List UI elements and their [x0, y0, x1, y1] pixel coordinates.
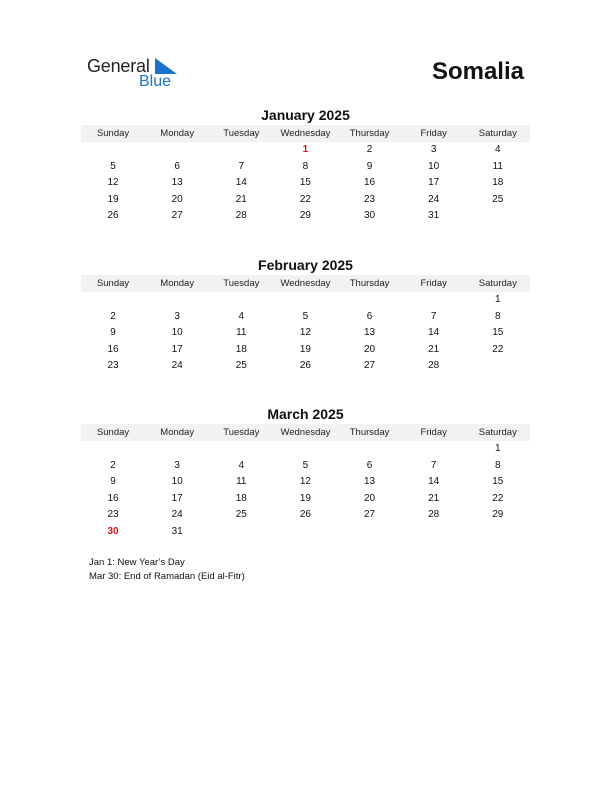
- day-cell: 6: [366, 459, 373, 471]
- days-grid: [81, 441, 530, 541]
- weekday-label: Monday: [160, 128, 195, 139]
- day-cell: 5: [110, 160, 116, 172]
- empty-day-cell: [209, 441, 273, 458]
- month-title: March 2025: [267, 406, 344, 422]
- day-cell: 18: [235, 343, 247, 355]
- empty-day-cell: [338, 524, 402, 541]
- empty-day-cell: [81, 142, 145, 159]
- day-cell: 12: [107, 177, 119, 189]
- day-cell: 8: [302, 160, 309, 172]
- day-cell: 2: [366, 144, 373, 155]
- day-cell: 13: [171, 177, 183, 189]
- day-cell: 2: [110, 459, 116, 471]
- day-cell: 25: [235, 509, 247, 521]
- day-cell: 27: [364, 360, 376, 372]
- day-cell: 10: [171, 327, 183, 339]
- day-cell: 14: [428, 476, 440, 488]
- day-cell: 15: [492, 476, 504, 488]
- day-cell: 26: [299, 360, 311, 372]
- weekday-header: [81, 275, 530, 292]
- month-title: February 2025: [258, 257, 353, 273]
- empty-day-cell: [466, 358, 530, 375]
- day-cell: 21: [235, 193, 247, 205]
- day-cell: 17: [428, 177, 440, 189]
- day-cell: 1: [302, 144, 309, 155]
- weekday-label: Tuesday: [223, 427, 260, 438]
- holiday-note: Mar 30: End of Ramadan (Eid al-Fitr): [89, 570, 245, 582]
- weekday-label: Sunday: [96, 278, 130, 289]
- weekday-label: Wednesday: [280, 278, 331, 289]
- month-block: [81, 405, 530, 541]
- day-cell: 8: [495, 310, 501, 322]
- day-cell: 12: [299, 476, 311, 488]
- weekday-label: Saturday: [478, 278, 517, 289]
- empty-day-cell: [209, 292, 273, 309]
- day-cell: 3: [174, 459, 180, 471]
- day-cell: 1: [495, 443, 501, 454]
- day-cell: 16: [107, 492, 119, 504]
- day-cell: 17: [171, 492, 183, 504]
- day-cell: 19: [107, 193, 119, 205]
- weekday-label: Wednesday: [280, 427, 331, 438]
- day-cell: 26: [299, 509, 311, 521]
- empty-day-cell: [402, 524, 466, 541]
- generalblue-logo: [87, 56, 187, 94]
- day-cell: 30: [107, 525, 119, 537]
- day-cell: 17: [171, 343, 183, 355]
- day-cell: 1: [495, 294, 501, 305]
- day-cell: 28: [235, 210, 247, 222]
- day-cell: 7: [430, 310, 437, 322]
- weekday-label: Monday: [160, 427, 195, 438]
- day-cell: 23: [107, 509, 119, 521]
- day-cell: 24: [428, 193, 440, 205]
- empty-day-cell: [273, 441, 337, 458]
- empty-day-cell: [338, 292, 402, 309]
- day-cell: 2: [110, 310, 116, 322]
- month-title: January 2025: [261, 107, 350, 123]
- day-cell: 18: [235, 492, 247, 504]
- day-cell: 19: [299, 343, 311, 355]
- day-cell: 27: [171, 210, 183, 222]
- weekday-label: Sunday: [96, 128, 130, 139]
- day-cell: 30: [364, 210, 376, 222]
- day-cell: 31: [171, 525, 183, 537]
- day-cell: 7: [430, 459, 437, 471]
- day-cell: 4: [238, 310, 245, 322]
- days-grid: [81, 142, 530, 225]
- month-block: [81, 256, 530, 375]
- weekday-label: Saturday: [478, 128, 517, 139]
- day-cell: 22: [492, 492, 504, 504]
- day-cell: 3: [430, 144, 437, 155]
- day-cell: 15: [492, 327, 504, 339]
- weekday-label: Tuesday: [223, 278, 260, 289]
- day-cell: 23: [107, 360, 119, 372]
- weekday-label: Sunday: [96, 427, 130, 438]
- day-cell: 13: [364, 476, 376, 488]
- day-cell: 9: [366, 160, 373, 172]
- day-cell: 15: [299, 177, 311, 189]
- day-cell: 29: [299, 210, 311, 222]
- day-cell: 26: [107, 210, 119, 222]
- day-cell: 11: [236, 327, 247, 339]
- holiday-notes: [89, 556, 245, 583]
- day-cell: 20: [364, 343, 376, 355]
- day-cell: 14: [235, 177, 247, 189]
- weekday-label: Monday: [160, 278, 195, 289]
- day-cell: 6: [366, 310, 373, 322]
- day-cell: 20: [364, 492, 376, 504]
- empty-day-cell: [402, 441, 466, 458]
- weekday-header: [81, 125, 530, 142]
- day-cell: 19: [299, 492, 311, 504]
- day-cell: 8: [495, 459, 501, 471]
- day-cell: 25: [235, 360, 247, 372]
- weekday-label: Saturday: [478, 427, 517, 438]
- day-cell: 14: [428, 327, 440, 339]
- logo-text-blue: Blue: [139, 73, 172, 90]
- day-cell: 21: [428, 343, 440, 355]
- weekday-label: Thursday: [349, 278, 390, 289]
- day-cell: 4: [495, 144, 501, 155]
- empty-day-cell: [402, 292, 466, 309]
- empty-day-cell: [273, 524, 337, 541]
- weekday-label: Friday: [420, 278, 447, 289]
- empty-day-cell: [338, 441, 402, 458]
- day-cell: 20: [171, 193, 183, 205]
- day-cell: 22: [299, 193, 311, 205]
- day-cell: 3: [174, 310, 180, 322]
- day-cell: 9: [110, 327, 116, 339]
- day-cell: 24: [171, 509, 183, 521]
- day-cell: 16: [364, 177, 376, 189]
- weekday-label: Wednesday: [280, 128, 331, 139]
- day-cell: 11: [492, 160, 503, 172]
- weekday-label: Tuesday: [223, 128, 260, 139]
- month-block: [81, 106, 530, 225]
- weekday-label: Friday: [420, 128, 447, 139]
- day-cell: 5: [302, 459, 309, 471]
- empty-day-cell: [273, 292, 337, 309]
- day-cell: 16: [107, 343, 119, 355]
- holiday-note: Jan 1: New Year’s Day: [89, 557, 185, 568]
- weekday-label: Thursday: [349, 128, 390, 139]
- day-cell: 23: [364, 193, 376, 205]
- day-cell: 31: [428, 210, 440, 222]
- day-cell: 12: [299, 327, 311, 339]
- weekday-label: Friday: [420, 427, 447, 438]
- day-cell: 24: [171, 360, 183, 372]
- day-cell: 9: [110, 476, 116, 488]
- day-cell: 22: [492, 343, 504, 355]
- days-grid: [81, 292, 530, 375]
- empty-day-cell: [209, 142, 273, 159]
- day-cell: 10: [171, 476, 183, 488]
- empty-day-cell: [145, 292, 209, 309]
- empty-day-cell: [145, 441, 209, 458]
- weekday-label: Thursday: [349, 427, 390, 438]
- day-cell: 27: [364, 509, 376, 521]
- day-cell: 7: [238, 160, 245, 172]
- empty-day-cell: [466, 208, 530, 225]
- empty-day-cell: [81, 441, 145, 458]
- day-cell: 28: [428, 509, 440, 521]
- day-cell: 4: [238, 459, 245, 471]
- day-cell: 10: [428, 160, 440, 172]
- day-cell: 13: [364, 327, 376, 339]
- day-cell: 6: [174, 160, 180, 172]
- day-cell: 11: [236, 476, 247, 488]
- empty-day-cell: [209, 524, 273, 541]
- logo-text-general: General: [87, 56, 150, 76]
- day-cell: 28: [428, 360, 440, 372]
- day-cell: 25: [492, 193, 504, 205]
- day-cell: 5: [302, 310, 309, 322]
- day-cell: 18: [492, 177, 504, 189]
- country-title: Somalia: [431, 58, 524, 85]
- empty-day-cell: [466, 524, 530, 541]
- weekday-header: [81, 424, 530, 441]
- empty-day-cell: [145, 142, 209, 159]
- empty-day-cell: [81, 292, 145, 309]
- day-cell: 29: [492, 509, 504, 521]
- logo-triangle-icon: [155, 58, 177, 74]
- day-cell: 21: [428, 492, 440, 504]
